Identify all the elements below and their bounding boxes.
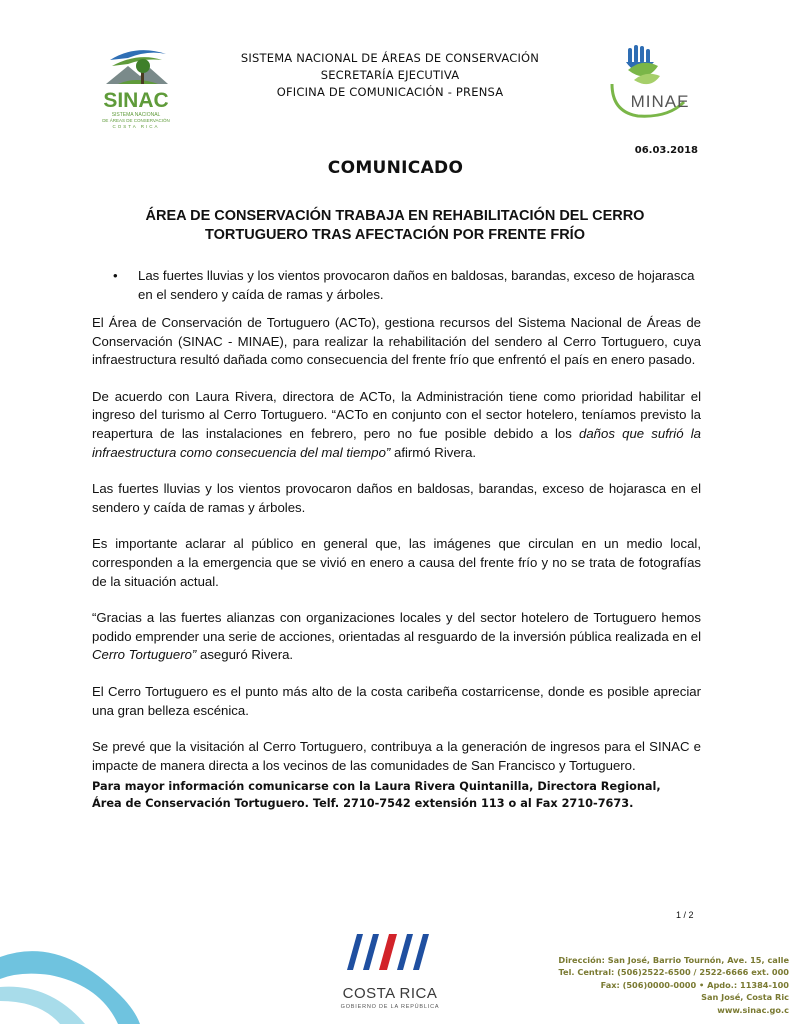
footer-website[interactable]: www.sinac.go.c [717, 1004, 789, 1015]
footer-fax-line: Fax: (506)0000-0000 • Apdo.: 11384-100 [600, 979, 789, 990]
article-body [92, 314, 701, 793]
decorative-swoosh-icon [0, 935, 150, 1024]
costa-rica-stripes-icon [335, 928, 445, 986]
sinac-mountain-tree-icon [88, 40, 184, 136]
footer-city-line: San José, Costa Ric [701, 992, 789, 1003]
sinac-logo-subtitle-1: SISTEMA NACIONAL [111, 112, 161, 118]
sinac-logo [88, 40, 184, 136]
contact-info [92, 778, 712, 812]
costa-rica-wordmark: COSTA RICA [342, 985, 438, 1002]
paragraph-7: Se prevé que la visitación al Cerro Tortuguero, contribuya a la generación de ingresos para el SINAC e impacte de manera directa a los vecinos de las comunidades de San Francisco y Tortuguero. [92, 739, 701, 773]
paragraph-2-attribution: afirmó Rivera. [390, 444, 477, 460]
paragraph-6: El Cerro Tortuguero es el punto más alto de la costa caribeña costarricense, donde es posible apreciar una gran belleza escénica. [92, 683, 701, 718]
header-line-2: SECRETARÍA EJECUTIVA [320, 68, 460, 82]
sinac-logo-subtitle-3: COSTA RICA [112, 124, 160, 129]
paragraph-1: El Área de Conservación de Tortuguero (ACTo), gestiona recursos del Sistema Nacional de Áreas de Conservación (SINAC - MINAE), para realizar la rehabilitación del sendero al Cerro Tortuguero, cuya infraestructura resultó dañada como consecuencia del frente frío que enfrentó el país en enero pasado. [92, 315, 701, 368]
paragraph-5-quote-italic: Cerro Tortuguero” [92, 647, 197, 663]
costa-rica-government-logo [335, 928, 445, 1018]
paragraph-5 [92, 609, 701, 665]
paragraph-2 [92, 388, 701, 462]
costa-rica-subtitle: GOBIERNO DE LA REPÚBLICA [340, 1004, 440, 1010]
headline [130, 207, 660, 245]
headline-line-1: ÁREA DE CONSERVACIÓN TRABAJA EN REHABILITACIÓN DEL CERRO [145, 208, 645, 224]
paragraph-3: Las fuertes lluvias y los vientos provocaron daños en baldosas, barandas, exceso de hojarasca en el sendero y caída de ramas y árboles. [92, 481, 701, 515]
bullet-text: Las fuertes lluvias y los vientos provocaron daños en baldosas, barandas, exceso de hojarasca en el sendero y caída de ramas y árboles. [138, 268, 695, 302]
contact-line-2: Área de Conservación Tortuguero. Telf. 2710-7542 extensión 113 o al Fax 2710-7673. [92, 797, 634, 810]
contact-line-1: Para mayor información comunicarse con la Laura Rivera Quintanilla, Directora Regional, [92, 780, 661, 793]
letterhead [200, 50, 580, 101]
document-type-title: COMUNICADO [327, 158, 464, 178]
paragraph-2-quote-italic: daños que sufrió la infraestructura como consecuencia del mal tiempo” [92, 425, 701, 460]
paragraph-4: Es importante aclarar al público en general que, las imágenes que circulan en un medio local, corresponden a la emergencia que se vivió en enero a causa del frente frío y no se trata de fotografías de la situación actual. [92, 536, 701, 589]
footer-address [558, 954, 789, 1016]
header-line-1: SISTEMA NACIONAL DE ÁREAS DE CONSERVACIÓN [240, 51, 540, 65]
page-number: 1 / 2 [676, 910, 694, 920]
header-line-3: OFICINA DE COMUNICACIÓN - PRENSA [276, 85, 504, 99]
paragraph-5-attribution: aseguró Rivera. [196, 647, 294, 663]
minae-hand-leaf-icon [598, 40, 706, 124]
minae-logo [598, 40, 706, 124]
sinac-logo-name: SINAC [103, 89, 169, 112]
footer-address-line: Dirección: San José, Barrio Tournón, Ave. 15, calle [558, 955, 789, 965]
sinac-logo-subtitle-2: DE ÁREAS DE CONSERVACIÓN [102, 118, 170, 123]
paragraph-2-text: De acuerdo con Laura Rivera, directora de ACTo, la Administración tiene como prioridad habilitar el ingreso del turismo al Cerro Tortuguero. “ACTo en conjunto con el sector hotelero, teníamos previsto la reapertura de las instalaciones en febrero, pero no fue posible debido a los [92, 388, 701, 441]
paragraph-5-text: “Gracias a las fuertes alianzas con organizaciones locales y del sector hotelero de Tortuguero hemos podido emprender una serie de acciones, orientadas al resguardo de la inversión pública realizada en el [92, 610, 701, 644]
minae-logo-name: MINAE [630, 92, 690, 111]
document-date: 06.03.2018 [634, 145, 698, 156]
footer-phone-line: Tel. Central: (506)2522-6500 / 2522-6666 ext. 000 [558, 967, 789, 978]
bullet-item [113, 266, 703, 304]
headline-line-2: TORTUGUERO TRAS AFECTACIÓN POR FRENTE FRÍO [205, 227, 585, 243]
bullet-marker: • [113, 268, 118, 283]
